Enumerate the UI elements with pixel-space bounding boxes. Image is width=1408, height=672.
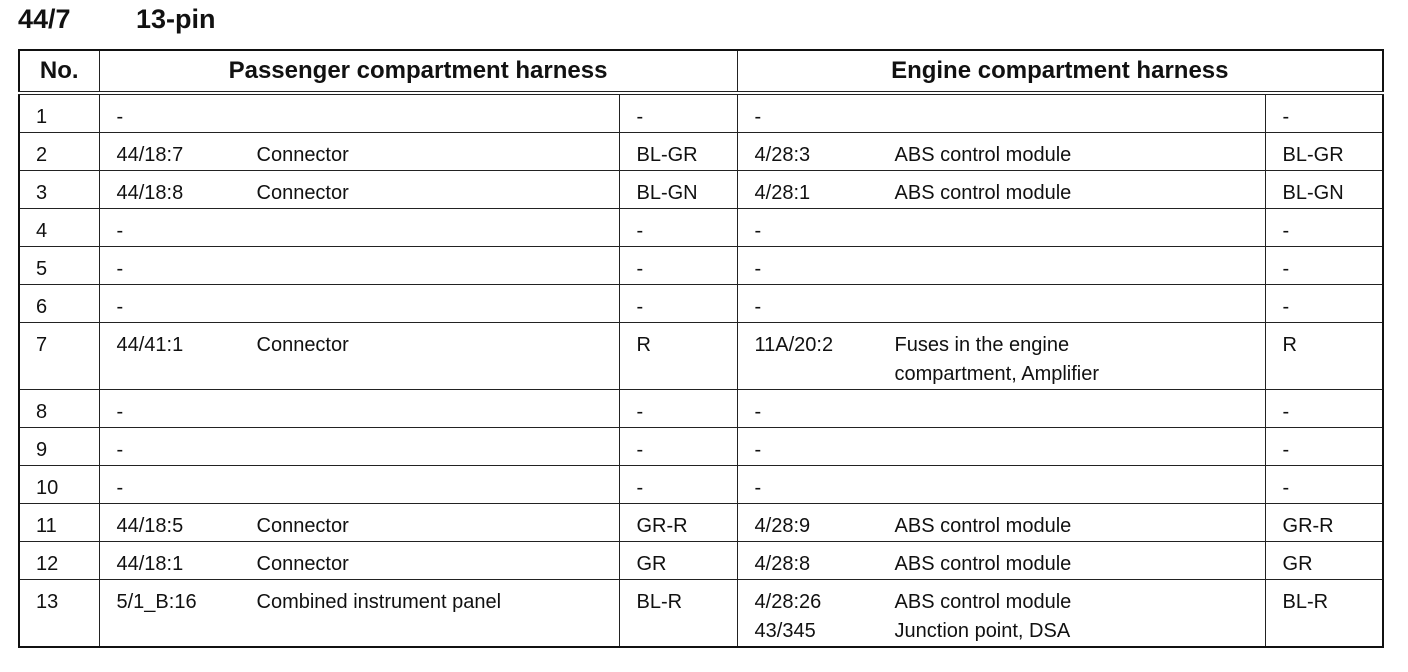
engine-pin: - — [754, 220, 762, 242]
engine-pin: 4/28:26 — [754, 591, 822, 613]
passenger-pin: 44/41:1 — [116, 334, 184, 356]
passenger-wire-color-cell — [619, 504, 737, 542]
engine-pin: - — [754, 106, 762, 128]
engine-entry — [738, 209, 1265, 246]
passenger-entry — [100, 171, 619, 208]
pin-number-cell — [19, 428, 99, 466]
engine-harness-cell — [737, 542, 1265, 580]
pin-number-cell — [19, 390, 99, 428]
pin-number: 8 — [36, 401, 48, 423]
passenger-harness-cell — [99, 466, 619, 504]
engine-entry — [738, 247, 1265, 284]
engine-wire-color-cell — [1265, 428, 1383, 466]
passenger-entry — [100, 323, 619, 360]
passenger-pin: - — [116, 401, 124, 423]
passenger-wire-color: GR-R — [636, 515, 688, 537]
table-row — [19, 504, 1383, 542]
pin-number: 12 — [36, 553, 59, 575]
engine-entry — [738, 285, 1265, 322]
heading-code: 44/7 — [18, 4, 71, 34]
passenger-wire-color: - — [636, 401, 644, 423]
table-row — [19, 285, 1383, 323]
engine-harness-cell — [737, 323, 1265, 390]
pin-number: 9 — [36, 439, 48, 461]
passenger-entry — [100, 466, 619, 503]
passenger-description — [257, 474, 619, 503]
engine-description: ABS control module — [894, 553, 1072, 575]
table-row — [19, 247, 1383, 285]
engine-description — [895, 398, 1265, 427]
passenger-entry — [100, 133, 619, 170]
engine-wire-color: BL-R — [1282, 591, 1329, 613]
engine-description: Fuses in the engine — [894, 334, 1070, 356]
passenger-entry — [100, 580, 619, 617]
engine-wire-color: R — [1282, 334, 1297, 356]
heading-title: 13-pin — [136, 4, 216, 34]
engine-harness-cell — [737, 93, 1265, 133]
engine-wire-color-cell — [1265, 133, 1383, 171]
passenger-description — [257, 217, 619, 246]
engine-harness-cell — [737, 428, 1265, 466]
passenger-pin: 44/18:8 — [116, 182, 184, 204]
engine-wire-color-cell — [1265, 580, 1383, 648]
engine-pin: 4/28:8 — [754, 553, 811, 575]
pin-number: 6 — [36, 296, 48, 318]
header-no: No. — [19, 50, 99, 93]
pin-number: 11 — [36, 515, 57, 537]
engine-pin: 4/28:3 — [754, 144, 811, 166]
engine-wire-color-cell — [1265, 390, 1383, 428]
engine-entry — [738, 171, 1265, 208]
passenger-wire-color: R — [636, 334, 651, 356]
engine-harness-cell — [737, 504, 1265, 542]
engine-harness-cell — [737, 171, 1265, 209]
engine-harness-cell — [737, 285, 1265, 323]
passenger-wire-color-cell — [619, 133, 737, 171]
engine-entries — [738, 171, 1265, 208]
pin-number-cell — [19, 504, 99, 542]
engine-entries — [738, 247, 1265, 284]
passenger-pin: - — [116, 477, 124, 499]
pin-number-cell — [19, 466, 99, 504]
table-row — [19, 209, 1383, 247]
passenger-harness-cell — [99, 390, 619, 428]
passenger-harness-cell — [99, 133, 619, 171]
engine-wire-color-cell — [1265, 285, 1383, 323]
passenger-entry — [100, 285, 619, 322]
table-body — [19, 93, 1383, 647]
passenger-harness-cell — [99, 209, 619, 247]
engine-entries — [738, 95, 1265, 132]
engine-wire-color-cell — [1265, 504, 1383, 542]
page-heading — [18, 4, 216, 35]
engine-entries — [738, 428, 1265, 465]
engine-wire-color: - — [1282, 439, 1290, 461]
engine-wire-color-cell — [1265, 247, 1383, 285]
pin-number: 3 — [36, 182, 48, 204]
table-row — [19, 323, 1383, 390]
engine-entry — [738, 390, 1265, 427]
header-passenger-harness: Passenger compartment harness — [99, 50, 737, 93]
passenger-pin: 5/1_B:16 — [116, 591, 197, 613]
engine-description — [895, 293, 1265, 322]
passenger-wire-color: BL-GR — [636, 144, 698, 166]
pin-number: 13 — [36, 591, 59, 613]
engine-harness-cell — [737, 133, 1265, 171]
passenger-wire-color-cell — [619, 390, 737, 428]
passenger-wire-color-cell — [619, 542, 737, 580]
engine-wire-color: BL-GN — [1282, 182, 1344, 204]
pin-number: 4 — [36, 220, 48, 242]
passenger-entry — [100, 95, 619, 132]
passenger-description: Connector — [256, 515, 349, 537]
engine-entry — [738, 428, 1265, 465]
engine-wire-color: GR-R — [1282, 515, 1334, 537]
engine-wire-color: - — [1282, 258, 1290, 280]
passenger-entry — [100, 247, 619, 284]
engine-wire-color-cell — [1265, 466, 1383, 504]
passenger-description: Connector — [256, 334, 349, 356]
pin-number-cell — [19, 133, 99, 171]
engine-entries — [738, 580, 1265, 646]
passenger-pin: - — [116, 258, 124, 280]
table-row — [19, 133, 1383, 171]
engine-description: compartment, Amplifier — [894, 363, 1100, 385]
passenger-wire-color-cell — [619, 171, 737, 209]
engine-wire-color-cell — [1265, 542, 1383, 580]
engine-pin: 11A/20:2 — [754, 334, 834, 356]
pin-number-cell — [19, 171, 99, 209]
engine-pin: 4/28:9 — [754, 515, 811, 537]
table-row — [19, 580, 1383, 648]
passenger-wire-color-cell — [619, 285, 737, 323]
engine-description — [895, 217, 1265, 246]
engine-description: ABS control module — [894, 182, 1072, 204]
passenger-wire-color-cell — [619, 466, 737, 504]
passenger-wire-color-cell — [619, 209, 737, 247]
passenger-wire-color: GR — [636, 553, 667, 575]
passenger-wire-color-cell — [619, 428, 737, 466]
engine-pin: - — [754, 477, 762, 499]
passenger-pin: - — [116, 106, 124, 128]
engine-description — [895, 103, 1265, 132]
engine-description: ABS control module — [894, 591, 1072, 613]
engine-entries — [738, 285, 1265, 322]
header-engine-harness: Engine compartment harness — [737, 50, 1383, 93]
table-row — [19, 542, 1383, 580]
engine-wire-color-cell — [1265, 93, 1383, 133]
engine-harness-cell — [737, 580, 1265, 648]
passenger-harness-cell — [99, 93, 619, 133]
engine-wire-color-cell — [1265, 323, 1383, 390]
engine-entries — [738, 390, 1265, 427]
engine-wire-color: - — [1282, 401, 1290, 423]
passenger-harness-cell — [99, 580, 619, 648]
engine-pin: - — [754, 258, 762, 280]
passenger-harness-cell — [99, 171, 619, 209]
engine-wire-color: - — [1282, 477, 1290, 499]
pin-number-cell — [19, 580, 99, 648]
engine-entry — [738, 323, 1265, 360]
passenger-entry — [100, 209, 619, 246]
passenger-wire-color: BL-GN — [636, 182, 698, 204]
passenger-description: Combined instrument panel — [256, 591, 502, 613]
pin-number: 10 — [36, 477, 59, 499]
passenger-harness-cell — [99, 285, 619, 323]
table-row — [19, 93, 1383, 133]
engine-entry — [738, 360, 1265, 389]
engine-description: Junction point, DSA — [894, 620, 1071, 642]
passenger-description — [257, 255, 619, 284]
passenger-wire-color: BL-R — [636, 591, 683, 613]
pin-number: 1 — [36, 106, 48, 128]
table-row — [19, 428, 1383, 466]
engine-wire-color-cell — [1265, 209, 1383, 247]
engine-description — [895, 255, 1265, 284]
engine-entry — [738, 542, 1265, 579]
pin-number-cell — [19, 542, 99, 580]
passenger-pin: 44/18:5 — [116, 515, 184, 537]
engine-entries — [738, 466, 1265, 503]
passenger-harness-cell — [99, 428, 619, 466]
engine-entries — [738, 542, 1265, 579]
engine-pin: 4/28:1 — [754, 182, 811, 204]
engine-wire-color: - — [1282, 296, 1290, 318]
table-header-row — [19, 50, 1383, 93]
passenger-pin: 44/18:1 — [116, 553, 184, 575]
engine-wire-color: GR — [1282, 553, 1313, 575]
passenger-wire-color-cell — [619, 93, 737, 133]
passenger-harness-cell — [99, 247, 619, 285]
engine-description — [895, 436, 1265, 465]
engine-entry — [738, 617, 1265, 646]
engine-wire-color: - — [1282, 106, 1290, 128]
engine-entry — [738, 504, 1265, 541]
passenger-wire-color: - — [636, 439, 644, 461]
pin-number-cell — [19, 285, 99, 323]
passenger-harness-cell — [99, 504, 619, 542]
engine-pin: 43/345 — [754, 620, 816, 642]
pin-number: 5 — [36, 258, 48, 280]
engine-entry — [738, 133, 1265, 170]
passenger-wire-color: - — [636, 106, 644, 128]
engine-pin: - — [754, 401, 762, 423]
engine-description: ABS control module — [894, 515, 1072, 537]
pin-number: 2 — [36, 144, 48, 166]
passenger-pin: - — [116, 296, 124, 318]
pin-number-cell — [19, 247, 99, 285]
passenger-wire-color: - — [636, 477, 644, 499]
engine-pin: - — [754, 439, 762, 461]
engine-harness-cell — [737, 247, 1265, 285]
engine-harness-cell — [737, 466, 1265, 504]
passenger-description — [257, 398, 619, 427]
pin-number-cell — [19, 323, 99, 390]
engine-pin — [755, 360, 895, 389]
engine-entries — [738, 133, 1265, 170]
engine-wire-color: - — [1282, 220, 1290, 242]
passenger-wire-color-cell — [619, 247, 737, 285]
passenger-wire-color: - — [636, 296, 644, 318]
passenger-description — [257, 436, 619, 465]
passenger-pin: 44/18:7 — [116, 144, 184, 166]
engine-entries — [738, 504, 1265, 541]
engine-description: ABS control module — [894, 144, 1072, 166]
pin-number-cell — [19, 93, 99, 133]
table-row — [19, 390, 1383, 428]
connector-table-wrap — [18, 49, 1384, 648]
passenger-harness-cell — [99, 542, 619, 580]
passenger-wire-color-cell — [619, 323, 737, 390]
passenger-pin: - — [116, 220, 124, 242]
passenger-entry — [100, 504, 619, 541]
engine-description — [895, 474, 1265, 503]
passenger-entry — [100, 390, 619, 427]
passenger-entry — [100, 428, 619, 465]
engine-entry — [738, 580, 1265, 617]
passenger-description — [257, 103, 619, 132]
engine-entry — [738, 95, 1265, 132]
passenger-wire-color-cell — [619, 580, 737, 648]
table-row — [19, 466, 1383, 504]
passenger-description: Connector — [256, 144, 349, 166]
engine-wire-color: BL-GR — [1282, 144, 1344, 166]
passenger-wire-color: - — [636, 258, 644, 280]
engine-wire-color-cell — [1265, 171, 1383, 209]
engine-harness-cell — [737, 390, 1265, 428]
passenger-description: Connector — [256, 182, 349, 204]
passenger-description — [257, 293, 619, 322]
passenger-pin: - — [116, 439, 124, 461]
engine-pin: - — [754, 296, 762, 318]
engine-entries — [738, 323, 1265, 389]
engine-entry — [738, 466, 1265, 503]
pin-number-cell — [19, 209, 99, 247]
connector-pin-table — [18, 49, 1384, 648]
passenger-entry — [100, 542, 619, 579]
engine-entries — [738, 209, 1265, 246]
pin-number: 7 — [36, 334, 48, 356]
passenger-description: Connector — [256, 553, 349, 575]
table-row — [19, 171, 1383, 209]
engine-harness-cell — [737, 209, 1265, 247]
passenger-harness-cell — [99, 323, 619, 390]
passenger-wire-color: - — [636, 220, 644, 242]
